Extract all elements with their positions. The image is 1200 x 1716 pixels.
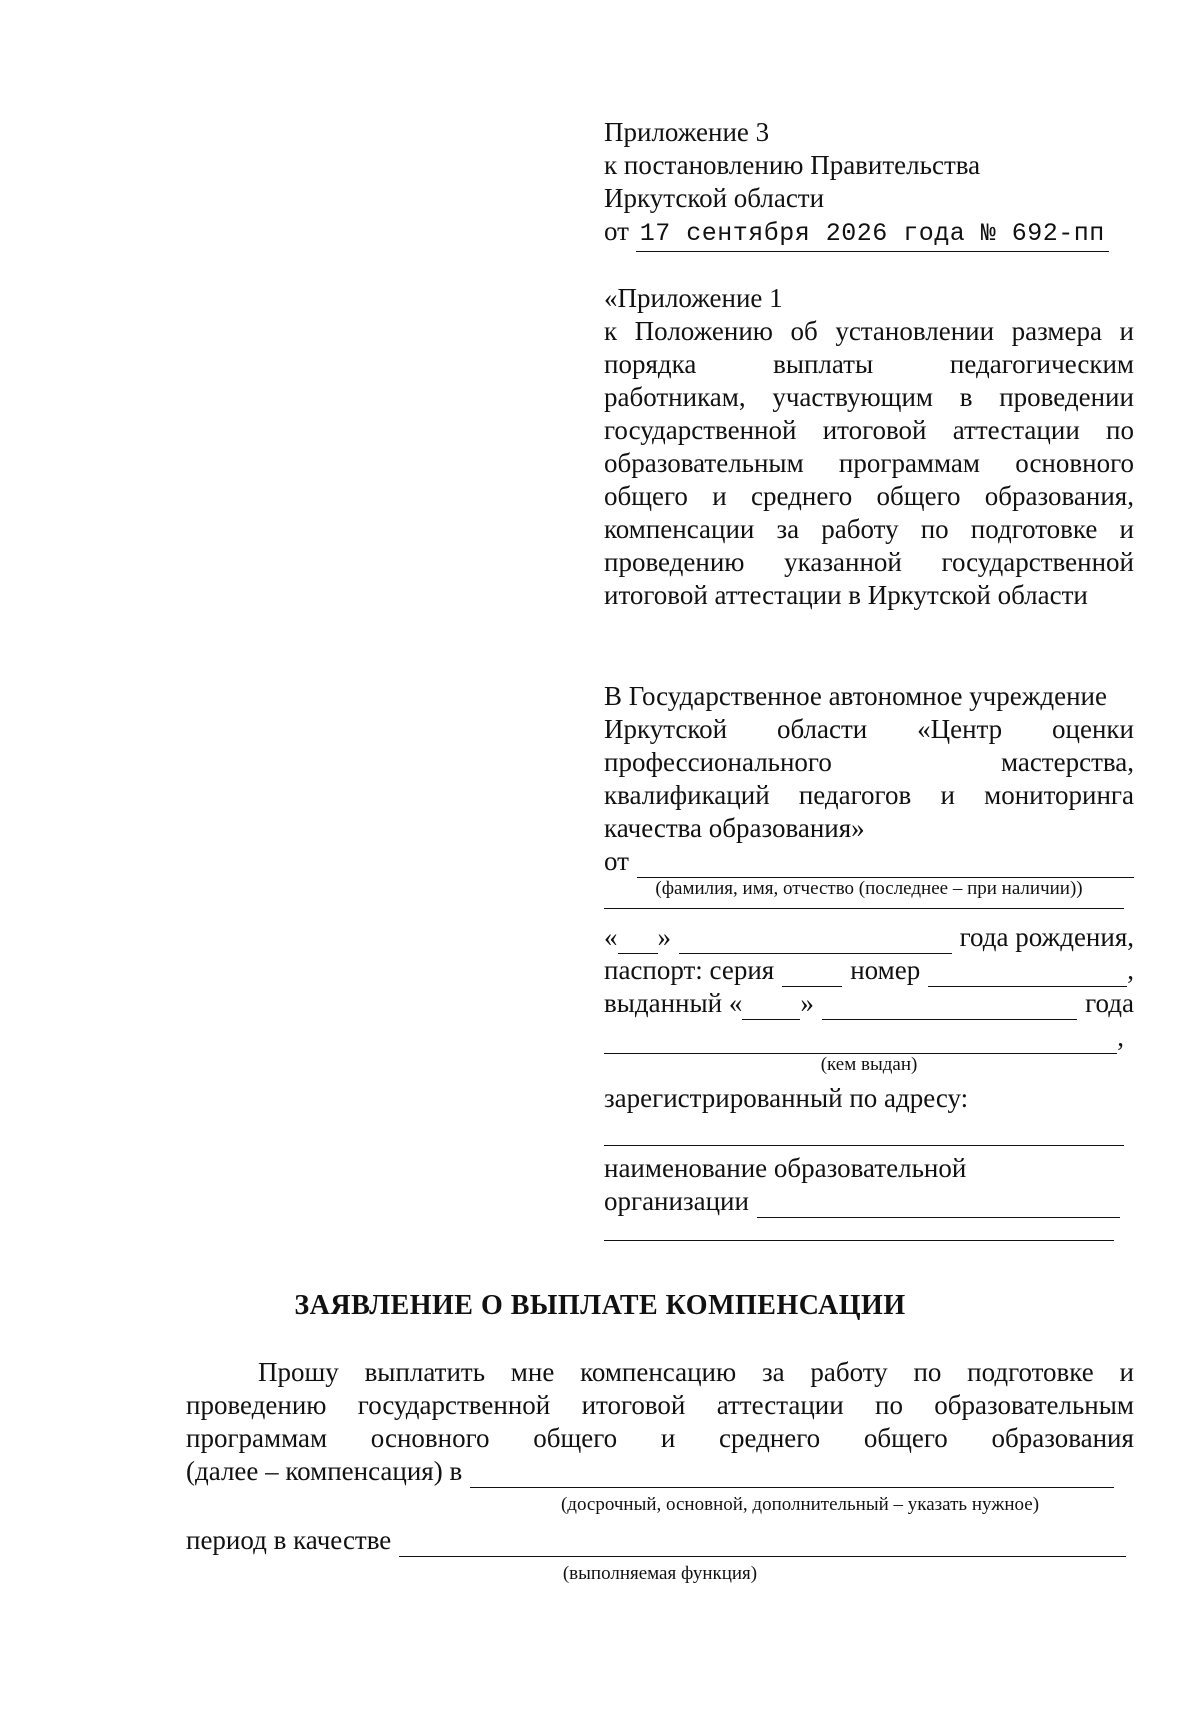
annex-line xyxy=(604,381,1134,414)
passport-number-label: номер xyxy=(850,955,921,985)
passport-label: паспорт: серия xyxy=(604,955,775,985)
org-label-2: организации xyxy=(604,1186,749,1216)
word: итоговой xyxy=(822,415,927,445)
passport-series-field[interactable] xyxy=(782,962,842,987)
annex-line xyxy=(604,480,1134,513)
registered-label: зарегистрированный по адресу: xyxy=(604,1083,969,1113)
word: квалификаций xyxy=(604,780,770,810)
birth-close-quote: » xyxy=(657,922,671,952)
word: и xyxy=(712,481,727,511)
annex-line xyxy=(604,513,1134,546)
addressee-line xyxy=(604,779,1134,812)
word: образовательным xyxy=(934,1390,1134,1420)
applicant-name-row xyxy=(604,845,1134,878)
word: образования xyxy=(991,1423,1134,1453)
word: мне xyxy=(510,1357,555,1387)
statement-title: ЗАЯВЛЕНИЕ О ВЫПЛАТЕ КОМПЕНСАЦИИ xyxy=(294,1290,906,1321)
word: образовательным xyxy=(604,448,804,478)
word: государственной xyxy=(941,547,1134,577)
word: за xyxy=(776,514,800,544)
word: подготовке xyxy=(970,514,1098,544)
addressee-line: В Государственное автономное учреждение xyxy=(604,681,1107,711)
annex-block xyxy=(604,282,1134,612)
word: к xyxy=(604,316,618,346)
from-label: от xyxy=(604,846,629,876)
word: проведении xyxy=(999,382,1134,412)
annex-line: итоговой аттестации в Иркутской области xyxy=(604,580,1088,610)
annex-line xyxy=(604,315,1134,348)
applicant-name-field[interactable] xyxy=(637,853,1134,878)
word: общего xyxy=(863,1423,948,1453)
issued-row xyxy=(604,987,1134,1020)
issued-by-field[interactable] xyxy=(604,1029,1117,1054)
birth-suffix: года рождения, xyxy=(959,922,1134,952)
word: области xyxy=(776,714,868,744)
word: программам xyxy=(838,448,980,478)
word: аттестации xyxy=(716,1390,844,1420)
word: и xyxy=(1119,1357,1134,1387)
org-name-field[interactable] xyxy=(757,1193,1120,1218)
word: итоговой xyxy=(581,1390,686,1420)
word: профессионального xyxy=(604,747,832,777)
word: проведению xyxy=(186,1390,327,1420)
word: «Центр xyxy=(917,714,1003,744)
addressee-line: качества образования» xyxy=(604,813,865,843)
word: компенсации xyxy=(604,514,755,544)
word: размера xyxy=(1011,316,1102,346)
word: и xyxy=(660,1423,676,1453)
word: основного xyxy=(370,1423,490,1453)
issued-label: выданный « xyxy=(604,988,743,1018)
issued-year-label: года xyxy=(1085,988,1134,1018)
passport-row xyxy=(604,954,1134,987)
issued-by-caption: (кем выдан) xyxy=(820,1054,918,1075)
period-row xyxy=(186,1455,1114,1488)
appendix-header-line: Приложение 3 xyxy=(604,117,770,147)
word: Прошу xyxy=(258,1357,339,1387)
word: государственной xyxy=(604,415,797,445)
birth-open-quote: « xyxy=(604,922,618,952)
org-label-1: наименование образовательной xyxy=(604,1153,967,1183)
word: об xyxy=(790,316,818,346)
passport-number-field[interactable] xyxy=(928,962,1127,987)
addressee-line xyxy=(604,713,1134,746)
fio-caption: (фамилия, имя, отчество (последнее – при наличии)) xyxy=(655,878,1083,899)
word: участвующим xyxy=(772,382,933,412)
word: Положению xyxy=(634,316,773,346)
word: мониторинга xyxy=(984,780,1134,810)
word: по xyxy=(1106,415,1134,445)
statement-line xyxy=(186,1389,1134,1422)
org-name-field-line2[interactable] xyxy=(604,1240,1114,1241)
issued-by-comma: , xyxy=(1117,1022,1124,1052)
word: указанной xyxy=(784,547,902,577)
registered-address-field[interactable] xyxy=(604,1145,1124,1146)
word: общего xyxy=(876,481,961,511)
word: Иркутской xyxy=(604,714,728,744)
issued-close-quote: » xyxy=(800,988,814,1018)
word: и xyxy=(1119,514,1134,544)
word: аттестации xyxy=(952,415,1080,445)
word: среднего xyxy=(718,1423,821,1453)
word: по xyxy=(920,514,949,544)
annex-line xyxy=(604,348,1134,381)
applicant-name-field-line2[interactable] xyxy=(604,908,1124,909)
birth-day-field[interactable] xyxy=(618,929,658,954)
addressee-block xyxy=(604,680,1134,1241)
statement-body xyxy=(186,1356,1134,1585)
word: программам xyxy=(186,1423,328,1453)
statement-line xyxy=(186,1422,1134,1455)
org-row xyxy=(604,1185,1120,1218)
period-caption: (досрочный, основной, дополнительный – указать нужное) xyxy=(560,1494,1040,1515)
passport-comma: , xyxy=(1127,955,1134,985)
role-caption: (выполняемая функция) xyxy=(562,1563,758,1584)
word: компенсацию xyxy=(580,1357,737,1387)
word: работникам, xyxy=(604,382,746,412)
role-field[interactable] xyxy=(399,1532,1126,1557)
word: порядка xyxy=(604,349,697,379)
decree-date-line xyxy=(604,215,1134,252)
word: в xyxy=(959,382,973,412)
word: мастерства, xyxy=(1000,747,1134,777)
word: выплаты xyxy=(773,349,874,379)
annex-line xyxy=(604,546,1134,579)
statement-line xyxy=(186,1356,1134,1389)
word: государственной xyxy=(357,1390,551,1420)
word: работу xyxy=(821,514,899,544)
addressee-line xyxy=(604,746,1134,779)
word: по xyxy=(913,1357,942,1387)
word: оценки xyxy=(1052,714,1134,744)
from-prefix: от xyxy=(604,216,629,246)
issued-day-field[interactable] xyxy=(742,995,800,1020)
appendix-header xyxy=(604,116,1134,252)
word: выплатить xyxy=(364,1357,486,1387)
word: за xyxy=(761,1357,785,1387)
appendix-header-line: к постановлению Правительства xyxy=(604,150,981,180)
period-field[interactable] xyxy=(470,1463,1114,1488)
word: установлении xyxy=(835,316,995,346)
annex-line xyxy=(604,414,1134,447)
birth-date-row xyxy=(604,921,1134,954)
word: по xyxy=(875,1390,903,1420)
word: педагогическим xyxy=(949,349,1134,379)
decree-date: 17 сентября 2026 года № 692-пп xyxy=(636,217,1109,252)
word: общего xyxy=(604,481,688,511)
word: проведению xyxy=(604,547,745,577)
word: образования, xyxy=(984,481,1134,511)
role-row xyxy=(186,1524,1126,1557)
annex-line: «Приложение 1 xyxy=(604,283,783,313)
word: педагогов xyxy=(798,780,912,810)
role-label: период в качестве xyxy=(186,1525,392,1555)
word: и xyxy=(1119,316,1134,346)
word: работу xyxy=(810,1357,888,1387)
birth-month-year-field[interactable] xyxy=(679,929,952,954)
issued-month-year-field[interactable] xyxy=(822,995,1077,1020)
word: и xyxy=(940,780,955,810)
word: общего xyxy=(533,1423,618,1453)
issued-by-row xyxy=(604,1020,1124,1054)
annex-line xyxy=(604,447,1134,480)
word: подготовке xyxy=(967,1357,1094,1387)
appendix-header-line: Иркутской области xyxy=(604,183,825,213)
word: среднего xyxy=(751,481,853,511)
period-label: (далее – компенсация) в xyxy=(186,1456,463,1486)
word: основного xyxy=(1015,448,1134,478)
